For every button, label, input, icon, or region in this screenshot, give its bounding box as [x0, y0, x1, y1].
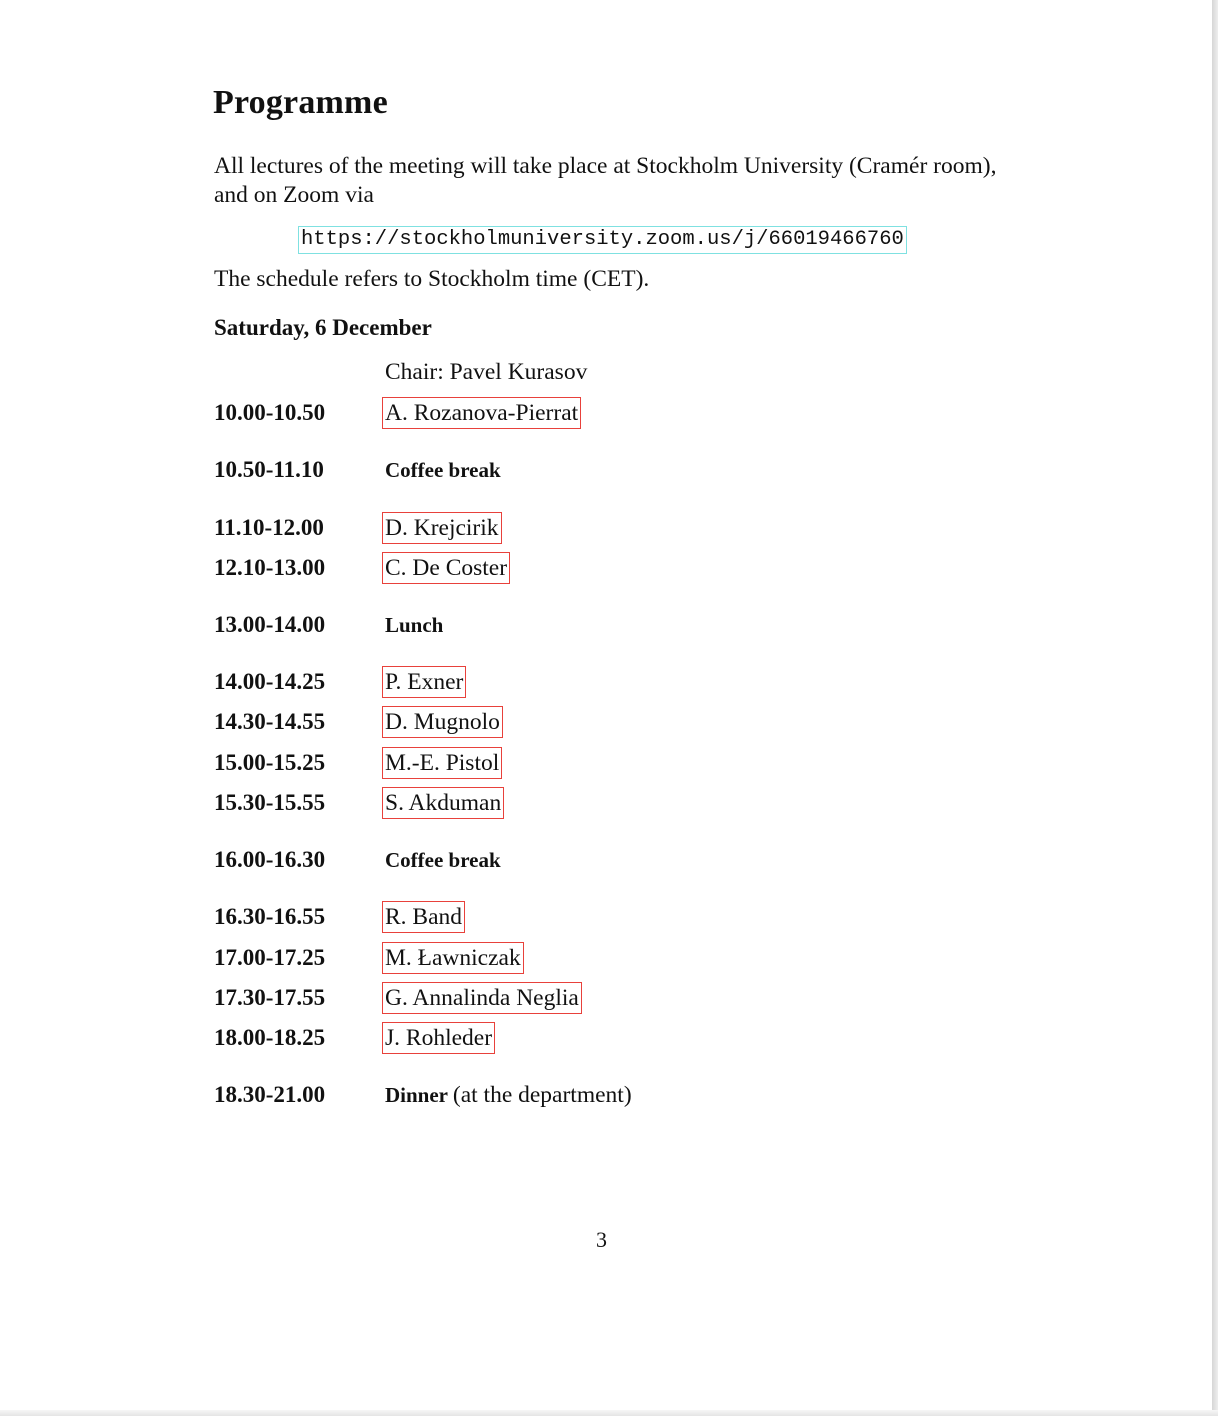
speaker-link[interactable]: R. Band: [382, 901, 465, 933]
slot-time: 14.30-14.55: [214, 709, 326, 734]
page-number: 3: [596, 1227, 607, 1252]
schedule-row: [0, 982, 1000, 1014]
slot-time: 13.00-14.00: [214, 612, 326, 637]
dinner-label: [385, 1079, 632, 1111]
slot-time: 18.30-21.00: [214, 1082, 326, 1107]
schedule-row: [0, 1079, 1000, 1111]
schedule-row: [0, 609, 1000, 641]
speaker-link[interactable]: C. De Coster: [382, 552, 510, 584]
viewer-edge-right: [1212, 0, 1218, 1416]
schedule-row: [0, 844, 1000, 876]
session-chair: Chair: Pavel Kurasov: [385, 359, 588, 385]
speaker-link[interactable]: P. Exner: [382, 666, 466, 698]
schedule-row: [0, 512, 1000, 544]
schedule-row: [0, 942, 1000, 974]
day-heading: Saturday, 6 December: [214, 315, 432, 340]
speaker-link[interactable]: G. Annalinda Neglia: [382, 982, 582, 1014]
speaker-link[interactable]: J. Rohleder: [382, 1022, 495, 1054]
schedule-row: [0, 397, 1000, 429]
speaker-link[interactable]: A. Rozanova-Pierrat: [382, 397, 581, 429]
schedule-row: [0, 552, 1000, 584]
schedule-row: [0, 901, 1000, 933]
speaker-link[interactable]: D. Mugnolo: [382, 706, 503, 738]
speaker-link[interactable]: D. Krejcirik: [382, 512, 502, 544]
slot-time: 10.00-10.50: [214, 400, 326, 425]
zoom-link[interactable]: https://stockholmuniversity.zoom.us/j/66019466760: [298, 226, 907, 254]
break-label: Coffee break: [385, 848, 501, 872]
speaker-link[interactable]: S. Akduman: [382, 787, 504, 819]
schedule-row: [0, 747, 1000, 779]
schedule-row: [0, 1022, 1000, 1054]
break-label: Lunch: [385, 613, 444, 637]
slot-time: 18.00-18.25: [214, 1025, 326, 1050]
page-title: Programme: [213, 84, 388, 121]
slot-time: 11.10-12.00: [214, 515, 324, 540]
speaker-link[interactable]: M. Ławniczak: [382, 942, 524, 974]
slot-time: 14.00-14.25: [214, 669, 326, 694]
intro-paragraph: All lectures of the meeting will take place at Stockholm University (Cramér room), and on Zoom via: [214, 153, 997, 208]
dinner-note: (at the department): [452, 1082, 632, 1108]
viewer-edge-bottom: [0, 1410, 1218, 1416]
dinner-title: Dinner: [385, 1083, 448, 1107]
slot-time: 15.30-15.55: [214, 790, 326, 815]
schedule-row: [0, 706, 1000, 738]
schedule-row: [0, 454, 1000, 486]
slot-time: 17.00-17.25: [214, 945, 326, 970]
slot-time: 16.30-16.55: [214, 904, 326, 929]
timezone-note: The schedule refers to Stockholm time (CET).: [214, 266, 650, 292]
slot-time: 17.30-17.55: [214, 985, 326, 1010]
slot-time: 10.50-11.10: [214, 457, 324, 482]
schedule-row: [0, 787, 1000, 819]
schedule-row: [0, 666, 1000, 698]
speaker-link[interactable]: M.-E. Pistol: [382, 747, 502, 779]
slot-time: 15.00-15.25: [214, 750, 326, 775]
slot-time: 12.10-13.00: [214, 555, 326, 580]
break-label: Coffee break: [385, 458, 501, 482]
slot-time: 16.00-16.30: [214, 847, 326, 872]
